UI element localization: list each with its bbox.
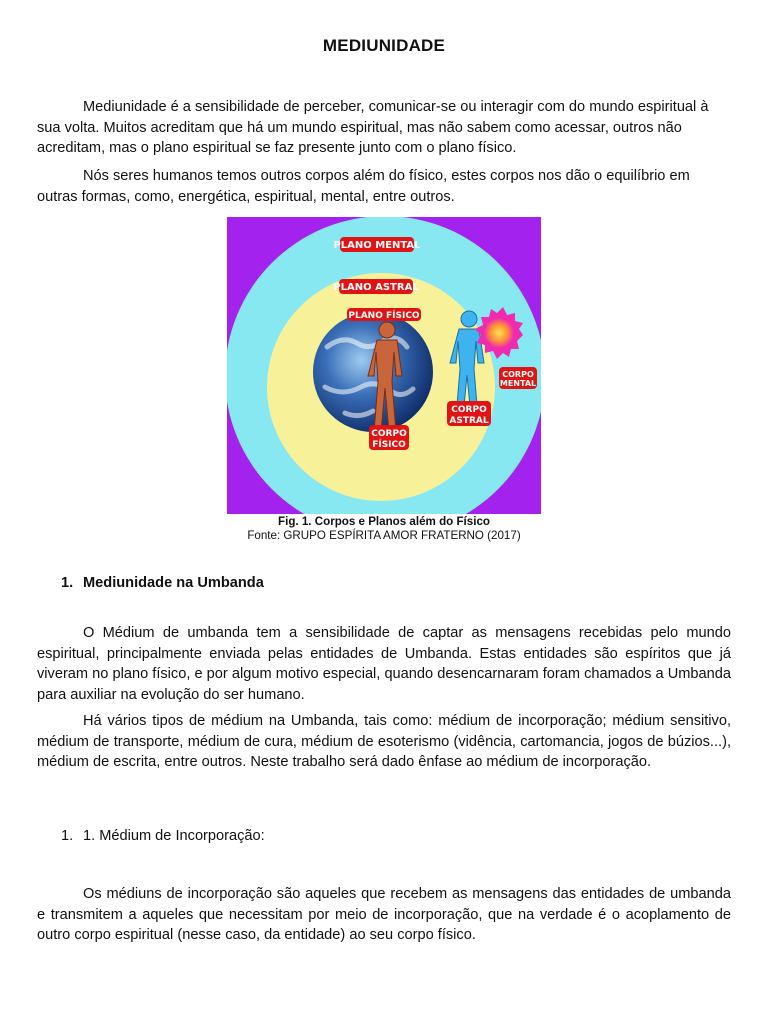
paragraph-intro: Mediunidade é a sensibilidade de perceber, comunicar-se ou interagir com do mundo espiritual à sua volta. Muitos acreditam que há um mundo espiritual, mas não sabem como acessar, outros não acreditam, mas o plano espiritual se faz presente junto com o plano físico. — [37, 99, 709, 156]
caption-source: Fonte: GRUPO ESPÍRITA AMOR FRATERNO (2017) — [247, 529, 521, 542]
subsection-title: 1. Médium de Incorporação: — [83, 828, 265, 844]
svg-text:PLANO MENTAL: PLANO MENTAL — [333, 240, 421, 251]
figure-planes-diagram — [227, 217, 541, 514]
svg-text:CORPO: CORPO — [451, 405, 487, 415]
svg-text:CORPO: CORPO — [502, 370, 534, 379]
svg-text:PLANO ASTRAL: PLANO ASTRAL — [333, 282, 419, 293]
section-heading-umbanda — [61, 573, 264, 593]
caption-title: Fig. 1. Corpos e Planos além do Físico — [278, 515, 490, 528]
section-number: 1. — [61, 575, 74, 591]
svg-text:ASTRAL: ASTRAL — [449, 416, 489, 426]
label-corpo-fisico — [369, 425, 409, 450]
label-corpo-astral — [447, 401, 491, 426]
label-plano-mental — [333, 237, 421, 252]
page-title: MEDIUNIDADE — [322, 36, 446, 55]
section-heading-incorporacao — [61, 826, 265, 846]
label-plano-fisico — [347, 308, 421, 321]
label-plano-astral — [333, 279, 419, 294]
section-title: Mediunidade na Umbanda — [83, 575, 264, 591]
paragraph-incorporacao: Os médiuns de incorporação são aqueles que recebem as mensagens das entidades de umbanda e transmitem a aqueles que necessitam por meio de incorporação, que na verdade é o acoplamento de outro corpo espiritual (nesse caso, da entidade) ao seu corpo físico. — [37, 886, 731, 943]
label-corpo-mental — [499, 367, 537, 389]
figure-caption — [37, 515, 731, 543]
paragraph-bodies: Nós seres humanos temos outros corpos além do físico, estes corpos nos dão o equilíbrio em outras formas, como, energética, espiritual, mental, entre outros. — [37, 168, 690, 205]
paragraph-medium-umbanda: O Médium de umbanda tem a sensibilidade de captar as mensagens recebidas pelo mundo espiritual, principalmente enviada pelas entidades de Umbanda. Estas entidades são espíritos que já viveram no plano físico, e por algum motivo especial, quando desencarnaram foram chamados a Umbanda para auxiliar na evolução do ser humano. — [37, 625, 731, 703]
svg-text:CORPO: CORPO — [371, 429, 407, 439]
paragraph-medium-types: Há vários tipos de médium na Umbanda, tais como: médium de incorporação; médium sensitivo, médium de transporte, médium de cura, médium de esoterismo (vidência, cartomancia, jogos de búzios...), médium de escrita, entre outros. Neste trabalho será dado ênfase ao médium de incorporação. — [37, 713, 731, 770]
svg-text:PLANO FÍSICO: PLANO FÍSICO — [348, 311, 420, 321]
svg-text:FÍSICO: FÍSICO — [372, 440, 406, 450]
svg-text:MENTAL: MENTAL — [499, 379, 537, 388]
subsection-number: 1. — [61, 828, 74, 844]
